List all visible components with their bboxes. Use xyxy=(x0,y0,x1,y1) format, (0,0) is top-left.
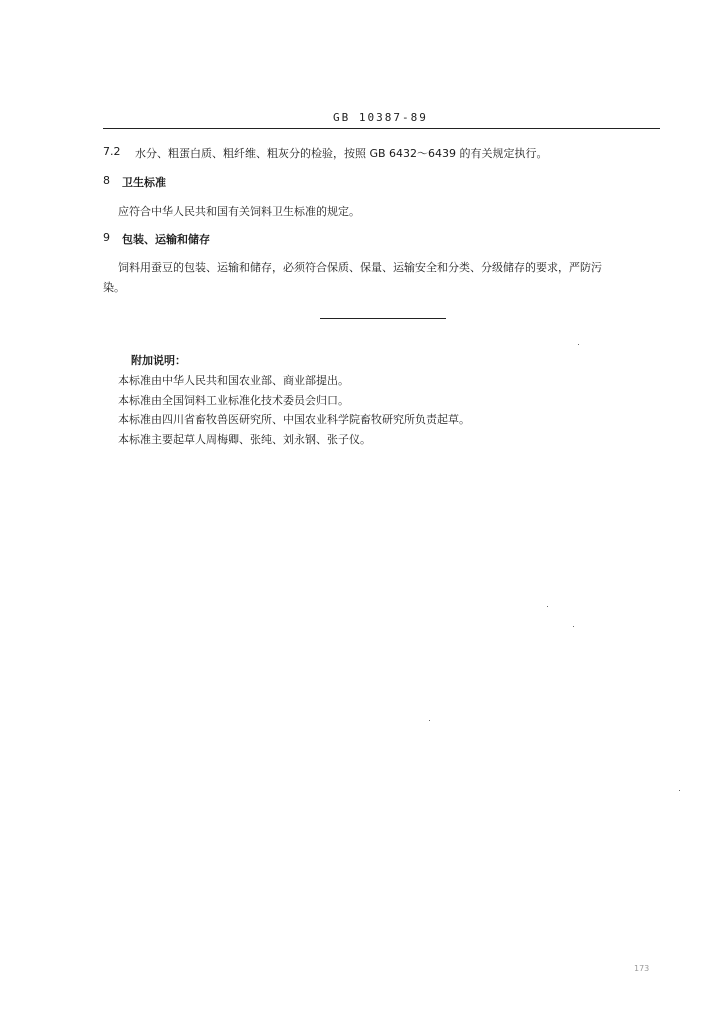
notes-line-1: 本标准由中华人民共和国农业部、商业部提出。 xyxy=(118,374,349,387)
header-rule xyxy=(103,128,660,129)
section-8-title: 卫生标准 xyxy=(122,176,166,189)
notes-title: 附加说明： xyxy=(131,354,186,367)
scan-speck xyxy=(547,606,548,607)
section-7-2-text: 水分、粗蛋白质、粗纤维、粗灰分的检验，按照 GB 6432～6439 的有关规定执行。 xyxy=(135,147,548,160)
scan-speck xyxy=(578,344,579,345)
page-number: 173 xyxy=(634,964,650,973)
scan-speck xyxy=(679,790,680,791)
section-9-number: 9 xyxy=(103,231,110,244)
notes-line-3: 本标准由四川省畜牧兽医研究所、中国农业科学院畜牧研究所负责起草。 xyxy=(118,413,470,426)
section-9-text-line2: 染。 xyxy=(103,281,125,294)
section-7-2-number: 7.2 xyxy=(103,145,121,158)
document-header-code: GB 10387-89 xyxy=(333,111,428,124)
notes-line-2: 本标准由全国饲料工业标准化技术委员会归口。 xyxy=(118,394,349,407)
section-8-text: 应符合中华人民共和国有关饲料卫生标准的规定。 xyxy=(118,205,360,218)
notes-line-4: 本标准主要起草人周梅卿、张纯、刘永钢、张子仪。 xyxy=(118,433,371,446)
section-9-title: 包装、运输和储存 xyxy=(122,233,210,246)
section-8-number: 8 xyxy=(103,174,110,187)
end-separator-line xyxy=(320,318,446,319)
scan-speck xyxy=(573,626,574,627)
scan-speck xyxy=(429,720,430,721)
section-9-text-line1: 饲料用蚕豆的包装、运输和储存，必须符合保质、保量、运输安全和分类、分级储存的要求，严防污 xyxy=(118,261,602,274)
